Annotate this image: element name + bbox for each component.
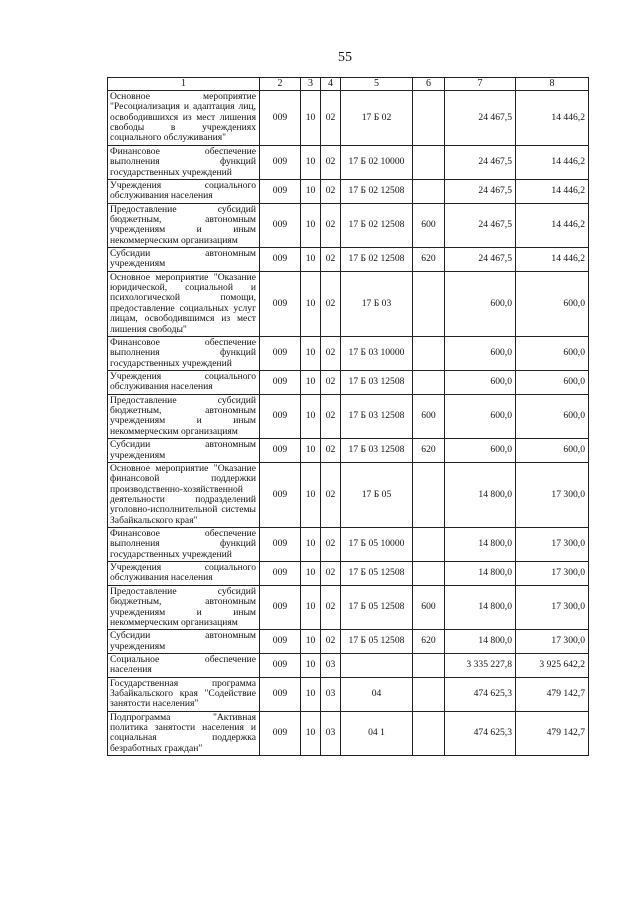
cell-subsection: 02 (321, 203, 341, 247)
cell-amount-year-1: 14 800,0 (445, 585, 516, 629)
table-row (108, 562, 589, 586)
cell-amount-year-2: 14 446,2 (516, 91, 589, 146)
table-row (108, 462, 589, 527)
cell-section: 10 (301, 653, 321, 677)
cell-admin-code: 009 (260, 145, 301, 179)
cell-admin-code: 009 (260, 248, 301, 272)
header-col-3: 3 (301, 78, 321, 91)
row-name: Субсидии автономным учреждениям (108, 439, 260, 463)
cell-expense-type (413, 336, 445, 370)
table-row (108, 677, 589, 711)
cell-amount-year-1: 24 467,5 (445, 248, 516, 272)
cell-amount-year-2: 17 300,0 (516, 462, 589, 527)
row-name: Учреждения социального обслуживания населения (108, 562, 260, 586)
cell-expense-type (413, 562, 445, 586)
cell-expense-type: 600 (413, 585, 445, 629)
budget-table (107, 77, 589, 756)
cell-amount-year-2: 479 142,7 (516, 677, 589, 711)
cell-target-article: 17 Б 02 (341, 91, 413, 146)
cell-amount-year-2: 14 446,2 (516, 203, 589, 247)
cell-expense-type (413, 271, 445, 336)
cell-section: 10 (301, 248, 321, 272)
cell-section: 10 (301, 370, 321, 394)
cell-section: 10 (301, 528, 321, 562)
cell-expense-type: 600 (413, 203, 445, 247)
cell-amount-year-1: 600,0 (445, 271, 516, 336)
cell-admin-code: 009 (260, 336, 301, 370)
cell-section: 10 (301, 336, 321, 370)
cell-section: 10 (301, 439, 321, 463)
row-name: Финансовое обеспечение выполнения функций государственных учреждений (108, 528, 260, 562)
table-row (108, 439, 589, 463)
cell-amount-year-2: 600,0 (516, 394, 589, 438)
cell-subsection: 02 (321, 271, 341, 336)
cell-target-article: 04 1 (341, 711, 413, 755)
cell-amount-year-1: 24 467,5 (445, 179, 516, 203)
header-col-1: 1 (108, 78, 260, 91)
cell-target-article: 17 Б 03 12508 (341, 439, 413, 463)
cell-amount-year-1: 3 335 227,8 (445, 653, 516, 677)
cell-section: 10 (301, 677, 321, 711)
table-row (108, 179, 589, 203)
cell-section: 10 (301, 630, 321, 654)
cell-admin-code: 009 (260, 630, 301, 654)
cell-admin-code: 009 (260, 711, 301, 755)
row-name: Предоставление субсидий бюджетным, автономным учреждениям и иным некоммерческим организациям (108, 203, 260, 247)
cell-subsection: 02 (321, 630, 341, 654)
cell-expense-type: 600 (413, 394, 445, 438)
cell-section: 10 (301, 91, 321, 146)
cell-subsection: 03 (321, 653, 341, 677)
cell-subsection: 02 (321, 145, 341, 179)
cell-target-article (341, 653, 413, 677)
cell-admin-code: 009 (260, 528, 301, 562)
row-name: Финансовое обеспечение выполнения функций государственных учреждений (108, 145, 260, 179)
table-row (108, 630, 589, 654)
cell-admin-code: 009 (260, 677, 301, 711)
cell-target-article: 04 (341, 677, 413, 711)
cell-expense-type (413, 91, 445, 146)
cell-subsection: 02 (321, 562, 341, 586)
cell-admin-code: 009 (260, 370, 301, 394)
table-row (108, 528, 589, 562)
cell-admin-code: 009 (260, 439, 301, 463)
cell-section: 10 (301, 711, 321, 755)
header-col-4: 4 (321, 78, 341, 91)
cell-subsection: 02 (321, 462, 341, 527)
cell-section: 10 (301, 271, 321, 336)
table-row (108, 145, 589, 179)
cell-subsection: 02 (321, 179, 341, 203)
cell-target-article: 17 Б 03 12508 (341, 370, 413, 394)
cell-target-article: 17 Б 03 12508 (341, 394, 413, 438)
cell-subsection: 03 (321, 711, 341, 755)
row-name: Учреждения социального обслуживания населения (108, 370, 260, 394)
cell-subsection: 02 (321, 336, 341, 370)
cell-target-article: 17 Б 03 10000 (341, 336, 413, 370)
cell-amount-year-1: 14 800,0 (445, 630, 516, 654)
cell-target-article: 17 Б 05 12508 (341, 585, 413, 629)
cell-target-article: 17 Б 02 12508 (341, 248, 413, 272)
table-row (108, 271, 589, 336)
table-row (108, 248, 589, 272)
header-col-6: 6 (413, 78, 445, 91)
cell-subsection: 02 (321, 91, 341, 146)
header-col-5: 5 (341, 78, 413, 91)
cell-admin-code: 009 (260, 653, 301, 677)
cell-expense-type: 620 (413, 439, 445, 463)
table-row (108, 585, 589, 629)
cell-admin-code: 009 (260, 271, 301, 336)
cell-section: 10 (301, 562, 321, 586)
header-col-8: 8 (516, 78, 589, 91)
cell-amount-year-1: 14 800,0 (445, 562, 516, 586)
cell-expense-type (413, 370, 445, 394)
cell-target-article: 17 Б 05 (341, 462, 413, 527)
cell-admin-code: 009 (260, 394, 301, 438)
row-name: Предоставление субсидий бюджетным, автономным учреждениям и иным некоммерческим организациям (108, 585, 260, 629)
row-name: Государственная программа Забайкальского края "Содействие занятости населения" (108, 677, 260, 711)
cell-expense-type (413, 677, 445, 711)
cell-amount-year-2: 3 925 642,2 (516, 653, 589, 677)
cell-admin-code: 009 (260, 179, 301, 203)
table-row (108, 336, 589, 370)
cell-amount-year-1: 24 467,5 (445, 203, 516, 247)
cell-amount-year-1: 600,0 (445, 439, 516, 463)
cell-admin-code: 009 (260, 203, 301, 247)
table-row (108, 653, 589, 677)
cell-section: 10 (301, 394, 321, 438)
cell-amount-year-2: 17 300,0 (516, 528, 589, 562)
row-name: Социальное обеспечение населения (108, 653, 260, 677)
cell-amount-year-2: 600,0 (516, 271, 589, 336)
cell-admin-code: 009 (260, 585, 301, 629)
cell-admin-code: 009 (260, 462, 301, 527)
row-name: Основное мероприятие "Оказание финансовой поддержки производственно-хозяйственной деятельности подразделений уголовно-исполнительной системы Забайкальского края" (108, 462, 260, 527)
page-number: 55 (338, 50, 352, 65)
row-name: Подпрограмма "Активная политика занятости населения и социальная поддержка безработных граждан" (108, 711, 260, 755)
cell-subsection: 02 (321, 394, 341, 438)
cell-amount-year-1: 24 467,5 (445, 91, 516, 146)
cell-amount-year-1: 14 800,0 (445, 528, 516, 562)
table-row (108, 370, 589, 394)
cell-subsection: 02 (321, 528, 341, 562)
cell-amount-year-2: 600,0 (516, 336, 589, 370)
row-name: Учреждения социального обслуживания населения (108, 179, 260, 203)
cell-amount-year-1: 600,0 (445, 370, 516, 394)
cell-section: 10 (301, 462, 321, 527)
cell-section: 10 (301, 179, 321, 203)
cell-target-article: 17 Б 02 10000 (341, 145, 413, 179)
cell-subsection: 02 (321, 585, 341, 629)
header-col-2: 2 (260, 78, 301, 91)
header-col-7: 7 (445, 78, 516, 91)
cell-section: 10 (301, 585, 321, 629)
row-name: Субсидии автономным учреждениям (108, 248, 260, 272)
cell-expense-type (413, 145, 445, 179)
cell-amount-year-2: 14 446,2 (516, 248, 589, 272)
cell-amount-year-2: 600,0 (516, 439, 589, 463)
cell-expense-type (413, 179, 445, 203)
cell-subsection: 02 (321, 248, 341, 272)
cell-admin-code: 009 (260, 91, 301, 146)
cell-subsection: 03 (321, 677, 341, 711)
cell-subsection: 02 (321, 439, 341, 463)
cell-expense-type (413, 711, 445, 755)
cell-target-article: 17 Б 05 12508 (341, 562, 413, 586)
cell-expense-type: 620 (413, 248, 445, 272)
cell-amount-year-2: 14 446,2 (516, 145, 589, 179)
cell-amount-year-2: 17 300,0 (516, 562, 589, 586)
row-name: Предоставление субсидий бюджетным, автономным учреждениям и иным некоммерческим организациям (108, 394, 260, 438)
cell-amount-year-2: 600,0 (516, 370, 589, 394)
table-row (108, 203, 589, 247)
row-name: Основное мероприятие "Ресоциализация и адаптация лиц, освободившихся из мест лишения свободы в учреждениях социального обслуживания" (108, 91, 260, 146)
cell-amount-year-2: 17 300,0 (516, 585, 589, 629)
cell-admin-code: 009 (260, 562, 301, 586)
table-row (108, 711, 589, 755)
cell-target-article: 17 Б 05 10000 (341, 528, 413, 562)
cell-amount-year-1: 474 625,3 (445, 711, 516, 755)
cell-target-article: 17 Б 02 12508 (341, 203, 413, 247)
cell-section: 10 (301, 203, 321, 247)
header-row (108, 78, 589, 91)
cell-amount-year-2: 479 142,7 (516, 711, 589, 755)
cell-section: 10 (301, 145, 321, 179)
table-row (108, 394, 589, 438)
table-row (108, 91, 589, 146)
cell-amount-year-1: 24 467,5 (445, 145, 516, 179)
cell-expense-type (413, 528, 445, 562)
cell-expense-type (413, 462, 445, 527)
cell-amount-year-1: 474 625,3 (445, 677, 516, 711)
cell-expense-type: 620 (413, 630, 445, 654)
cell-amount-year-1: 600,0 (445, 336, 516, 370)
cell-amount-year-2: 14 446,2 (516, 179, 589, 203)
cell-subsection: 02 (321, 370, 341, 394)
cell-target-article: 17 Б 02 12508 (341, 179, 413, 203)
row-name: Основное мероприятие "Оказание юридической, социальной и психологической помощи, предоставление социальных услуг лицам, освободившимся из мест лишения свободы" (108, 271, 260, 336)
row-name: Субсидии автономным учреждениям (108, 630, 260, 654)
cell-amount-year-2: 17 300,0 (516, 630, 589, 654)
cell-expense-type (413, 653, 445, 677)
cell-amount-year-1: 14 800,0 (445, 462, 516, 527)
cell-target-article: 17 Б 05 12508 (341, 630, 413, 654)
row-name: Финансовое обеспечение выполнения функций государственных учреждений (108, 336, 260, 370)
cell-target-article: 17 Б 03 (341, 271, 413, 336)
cell-amount-year-1: 600,0 (445, 394, 516, 438)
